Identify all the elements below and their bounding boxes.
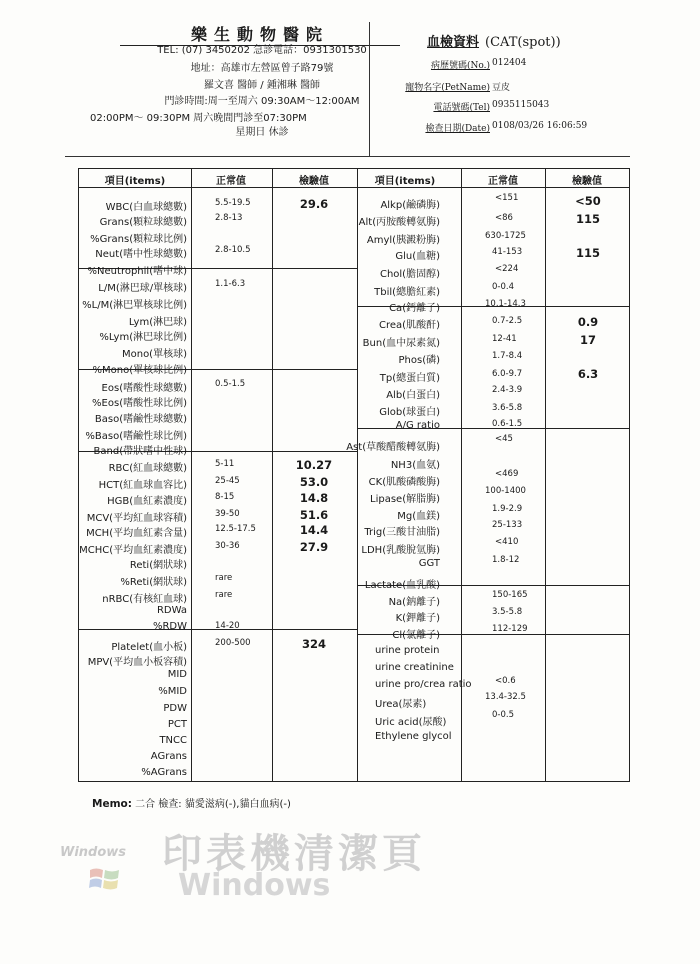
right-item-label: Tp(總蛋白質) [379,373,440,384]
memo-label: Memo: [92,798,132,810]
clinic-vets: 羅文喜 醫師 / 鍾湘琳 醫師 [203,80,321,91]
left-result-value: 29.6 [299,197,329,211]
report-title [427,31,561,50]
left-item-label: %Reti(網狀球) [120,577,187,588]
right-item-label: Bun(血中尿素氮) [362,338,440,349]
right-normal-value: 2.4-3.9 [492,385,523,395]
right-item-label: K(鉀離子) [395,613,440,624]
left-item-label: Neut(嗜中性球總數) [95,249,187,260]
column-divider [272,168,273,781]
column-divider [545,168,546,781]
left-normal-value: 14-20 [215,621,240,631]
clinic-hours-1: 門診時間:周一至周六 09:30AM～12:00AM [164,96,360,107]
left-normal-value: 5-11 [215,459,235,469]
right-item-label: Phos(磷) [398,355,440,366]
info-label: 檢查日期(Date) [425,124,490,134]
left-result-value: 14.4 [299,523,329,537]
right-normal-value: 0-0.5 [492,710,514,720]
info-row [370,80,650,94]
left-result-value: 324 [301,637,326,651]
info-label: 寵物名字(PetName) [405,83,490,93]
right-item-label: Chol(膽固醇) [379,269,440,280]
right-item-label: Na(鈉離子) [388,597,440,608]
right-normal-value: 0.7-2.5 [492,316,523,326]
left-item-label: MPV(平均血小板容積) [87,657,187,668]
header-result-left: 檢驗值 [299,176,329,187]
right-result-value: 115 [575,212,600,226]
header-result-right: 檢驗值 [572,176,602,187]
right-item-label: Crea(肌酸酐) [379,320,440,331]
info-label: 電話號碼(Tel) [433,103,490,113]
watermark-text-2: Windows [178,868,331,903]
right-normal-value: <45 [495,434,513,444]
watermark-logo-text: Windows [60,845,127,860]
right-normal-value: <86 [495,213,513,223]
windows-logo-icon [88,866,122,896]
left-item-label: PCT [167,719,187,730]
info-label: 病歷號碼(No.) [430,61,490,71]
right-normal-value: 112-129 [492,624,528,634]
right-result-value: 0.9 [577,315,599,329]
left-item-label: %Eos(嗜酸性球比例) [92,398,187,409]
left-item-label: Grans(顆粒球總數) [99,217,187,228]
header-divider [78,187,629,188]
right-normal-value: 12-41 [492,334,517,344]
left-item-label: HCT(紅血球血容比) [98,480,187,491]
right-item-label: Alt(丙胺酸轉氨脢) [358,217,440,228]
header-normal-right: 正常值 [488,176,518,187]
left-normal-value: 12.5-17.5 [215,524,256,534]
column-divider [191,168,192,781]
report-title-main: 血檢資料 [427,35,480,50]
left-result-value: 53.0 [299,475,329,489]
right-item-label: Urea(尿素) [375,699,427,710]
left-result-value: 10.27 [295,458,333,472]
right-item-label: Lactate(血乳酸) [364,580,440,591]
clinic-hours-3: 星期日 休診 [235,127,289,138]
left-normal-value: 1.1-6.3 [215,279,246,289]
right-item-label: urine pro/crea ratio [375,679,472,690]
left-item-label: AGrans [150,751,187,762]
info-value: 0935115043 [492,100,550,110]
right-result-value: <50 [575,194,601,208]
right-normal-value: 10.1-14.3 [485,299,526,309]
left-item-label: MCHC(平均血紅素濃度) [79,545,187,556]
clinic-hours-2: 02:00PM～ 09:30PM 周六晚間門診至07:30PM [90,113,307,124]
right-item-label: Mg(血鎂) [397,511,440,522]
right-item-label: Glu(血糖) [395,251,440,262]
left-result-value: 27.9 [299,540,329,554]
right-normal-value: <224 [495,264,519,274]
right-result-value: 115 [575,246,600,260]
right-normal-value: 1.7-8.4 [492,351,523,361]
left-normal-value: 25-45 [215,476,240,486]
right-item-label: Trig(三酸甘油脂) [364,527,440,538]
left-item-label: %MID [158,686,187,697]
clinic-address: 地址：高雄市左營區曾子路79號 [190,63,334,74]
info-row [370,58,650,72]
left-item-label: RBC(紅血球總數) [108,463,187,474]
left-normal-value: 2.8-13 [215,213,243,223]
right-normal-value: 0.6-1.5 [492,419,523,429]
right-normal-value: 3.5-5.8 [492,607,523,617]
left-item-label: MCH(平均血紅素含量) [86,528,187,539]
right-normal-value: 25-133 [492,520,523,530]
info-value: 012404 [492,58,527,68]
left-item-label: TNCC [159,735,187,746]
right-item-label: urine creatinine [375,662,454,673]
left-result-value: 51.6 [299,508,329,522]
left-item-label: Platelet(血小板) [111,642,187,653]
left-item-label: Mono(單核球) [121,349,187,360]
right-normal-value: 630-1725 [485,231,526,241]
memo [92,795,291,810]
left-normal-value: rare [215,573,233,583]
right-item-label: Cl(氯離子) [392,630,440,641]
left-item-label: %RDW [152,621,187,632]
right-item-label: Amyl(胰澱粉脢) [366,235,440,246]
right-normal-value: 150-165 [492,590,528,600]
right-item-label: Ast(草酸醋酸轉氨脢) [346,442,440,453]
left-normal-value: 200-500 [215,638,251,648]
left-item-label: nRBC(有核紅血球) [102,594,187,605]
left-result-value: 14.8 [299,491,329,505]
left-item-label: Eos(嗜酸性球總數) [101,383,187,394]
header-divider-horizontal [65,156,630,157]
left-normal-value: 5.5-19.5 [215,198,251,208]
right-item-label: Ca(鈣離子) [389,303,440,314]
right-item-label: NH3(血氨) [390,460,440,471]
right-item-label: GGT [418,558,440,569]
right-item-label: LDH(乳酸脫氫脢) [361,545,440,556]
left-item-label: MID [167,669,187,680]
left-item-label: %AGrans [141,767,187,778]
right-item-label: Uric acid(尿酸) [375,717,447,728]
info-value: 豆皮 [492,83,511,93]
left-item-label: %Grans(顆粒球比例) [90,234,187,245]
header-normal-left: 正常值 [216,176,246,187]
clinic-name: 樂生動物醫院 [120,22,400,46]
right-item-label: Ethylene glycol [375,731,452,742]
right-item-label: Lipase(解脂脢) [370,494,440,505]
left-item-label: %L/M(淋巴單核球比例) [82,300,187,311]
right-normal-value: 3.6-5.8 [492,403,523,413]
right-item-label: urine protein [375,645,440,656]
right-normal-value: 41-153 [492,247,523,257]
right-normal-value: <0.6 [495,676,516,686]
right-normal-value: <410 [495,537,519,547]
left-normal-value: 0.5-1.5 [215,379,246,389]
left-normal-value: 2.8-10.5 [215,245,251,255]
left-item-label: Reti(網狀球) [129,560,187,571]
right-normal-value: 1.9-2.9 [492,504,523,514]
memo-text: 二合 檢查: 貓愛滋病(-),貓白血病(-) [135,799,291,810]
left-normal-value: 8-15 [215,492,235,502]
info-value: 0108/03/26 16:06:59 [492,121,588,131]
clinic-phone: TEL: (07) 3450202 急診電話：0931301530 [157,45,367,56]
right-item-label: Tbil(總膽紅素) [374,287,440,298]
watermark-text-1: 印表機清潔頁 [162,831,426,877]
left-item-label: Baso(嗜鹼性球總數) [94,414,187,425]
info-row [370,121,650,135]
right-normal-value: 100-1400 [485,486,526,496]
info-row [370,100,650,114]
left-normal-value: 30-36 [215,541,240,551]
left-item-label: Band(帶狀嗜中性球) [93,446,187,457]
left-item-label: L/M(淋巴球/單核球) [98,283,187,294]
right-normal-value: <469 [495,469,519,479]
left-item-label: %Lym(淋巴球比例) [99,332,187,343]
right-normal-value: 1.8-12 [492,555,520,565]
report-title-sub: (CAT(spot)) [485,35,561,50]
left-item-label: Lym(淋巴球) [128,317,187,328]
left-item-label: %Baso(嗜鹼性球比例) [85,431,187,442]
left-item-label: MCV(平均紅血球容積) [86,513,187,524]
left-item-label: PDW [163,703,187,714]
right-normal-value: <151 [495,193,519,203]
right-result-value: 6.3 [577,367,599,381]
right-item-label: Alb(白蛋白) [386,390,440,401]
right-item-label: CK(肌酸磷酸脢) [368,477,440,488]
right-normal-value: 13.4-32.5 [485,692,526,702]
left-item-label: WBC(白血球總數) [105,202,187,213]
right-result-value: 17 [579,333,596,347]
header-item-left: 項目(items) [104,176,166,187]
left-normal-value: 39-50 [215,509,240,519]
left-normal-value: rare [215,590,233,600]
right-item-label: Alkp(鹼磷脢) [380,200,440,211]
right-item-label: A/G ratio [395,420,440,431]
header-item-right: 項目(items) [374,176,436,187]
right-normal-value: 6.0-9.7 [492,369,523,379]
left-item-label: HGB(血紅素濃度) [107,496,187,507]
right-normal-value: 0-0.4 [492,282,514,292]
column-divider [357,168,358,781]
left-item-label: RDWa [156,605,187,616]
right-item-label: Glob(球蛋白) [379,407,440,418]
left-item-label: %Neutrophil(嗜中球) [87,266,187,277]
left-item-label: %Mono(單核球比例) [92,365,187,376]
